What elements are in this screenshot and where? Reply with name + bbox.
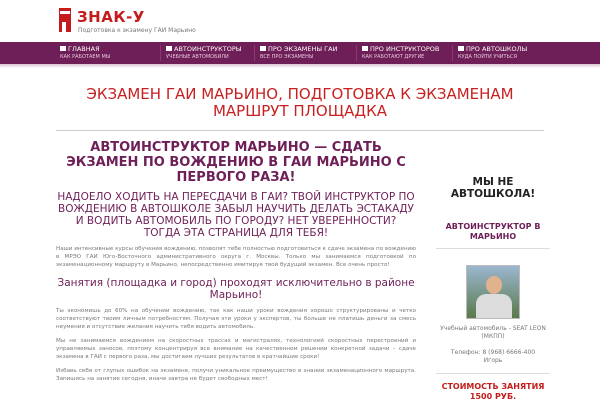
nav-item-sub: КУДА ПОЙТИ УЧИТЬСЯ: [458, 54, 517, 60]
sidebar-subheading: АВТОИНСТРУКТОР В МАРЬИНО: [445, 222, 541, 241]
main-nav: [0, 42, 600, 64]
paragraph: Наши интенсивные курсы обучения вождению, позволят тебе полностью подготовиться к сдаче экзамена по вождению в МРЭО ГАИ Юго-Восточного административного округа г. Москвы. Только мы занимаемся подготовкой по экзаменационному маршруту в Марьино, непосредственно имитируя твой будущий экзамен. Все очень просто!: [56, 246, 416, 268]
home-icon: [60, 46, 66, 51]
nav-item-label: ПРО ЭКЗАМЕНЫ ГАИ: [268, 45, 338, 53]
paragraph: Ты экономишь до 60% на обучении вождению, так как наши уроки вождения хорошо структурированы и четко соответствуют твоим личным потребностям. Получая эти уроки у экспертов, ты больше не платишь деньги за смесь неумения и отсутствие желания научить тебя водить автомобиль.: [56, 308, 416, 330]
car-icon: [166, 46, 172, 51]
car-info: Учебный автомобиль - SEAT LEON (МКПП): [440, 325, 546, 340]
paragraph: Избавь себя от глупых ошибок на экзамене, получи уникальное преимущество в знании экзаменационного маршрута. Запишись на занятие сегодня, иначе завтра не будет свободных мест!: [56, 368, 416, 382]
nav-item-schools[interactable]: [458, 45, 527, 62]
nav-item-label: ПРО ИНСТРУКТОРОВ: [370, 45, 440, 53]
nav-divider: [254, 45, 255, 61]
nav-divider: [160, 45, 161, 61]
nav-item-sub: ВСЕ ПРО ЭКЗАМЕНЫ: [260, 54, 314, 60]
nav-item-label: ГЛАВНАЯ: [68, 45, 100, 53]
section-heading: Занятия (площадка и город) проходят исключительно в районе Марьино!: [57, 277, 415, 301]
nav-shadow: [0, 64, 600, 68]
divider: [436, 373, 550, 374]
nav-item-sub: КАК РАБОТАЕМ МЫ: [60, 54, 111, 60]
sidebar: [436, 140, 550, 400]
paragraph: Мы не занимаемся вождением на скоростных трассах и магистралях, технологией скоростных перестроений и управляемых заносов, поэтому концентрируя все внимание на качественном решении конкретной задачи – сдаче экзамена в ГАИ с первого раза, мы достигаем лучших результатов в кратчайшие сроки!: [56, 338, 416, 360]
face-shape: [486, 276, 502, 294]
nav-item-exams[interactable]: [260, 45, 337, 62]
instructor-name: Игорь: [483, 357, 503, 364]
price-info: СТОИМОСТЬ ЗАНЯТИЯ 1500 РУБ.: [441, 382, 545, 400]
nav-item-sub: КАК РАБОТАЮТ ДРУГИЕ: [362, 54, 425, 60]
main-heading: АВТОИНСТРУКТОР МАРЬИНО — СДАТЬ ЭКЗАМЕН ПО ВОЖДЕНИЮ В ГАИ МАРЬИНО С ПЕРВОГО РАЗА!: [66, 140, 406, 185]
nav-item-home[interactable]: [60, 45, 110, 62]
phone-info[interactable]: Телефон: 8 (968) 6666-400: [450, 349, 536, 356]
sidebar-heading: МЫ НЕ АВТОШКОЛА!: [450, 176, 536, 200]
car-icon: [458, 46, 464, 51]
instructor-photo: [466, 265, 520, 319]
logo-title[interactable]: ЗНАК-У: [77, 8, 145, 26]
logo-subtitle: Подготовка к экзамену ГАИ Марьино: [78, 27, 196, 34]
nav-item-sub: УЧЕБНЫЕ АВТОМОБИЛИ: [166, 54, 229, 60]
hero-line: ЭКЗАМЕН ГАИ МАРЬИНО, ПОДГОТОВКА К ЭКЗАМЕНАМ: [86, 85, 514, 103]
car-icon: [362, 46, 368, 51]
hero-title: [50, 86, 550, 120]
nav-divider: [356, 45, 357, 61]
logo-icon[interactable]: [58, 8, 72, 32]
nav-item-label: ПРО АВТОШКОЛЫ: [466, 45, 528, 53]
divider: [56, 130, 544, 131]
nav-item-instructors[interactable]: [166, 45, 242, 62]
sub-heading: НАДОЕЛО ХОДИТЬ НА ПЕРЕСДАЧИ В ГАИ? ТВОЙ ИНСТРУКТОР ПО ВОЖДЕНИЮ В АВТОШКОЛЕ ЗАБЫЛ НАУЧИТЬ ДЕЛАТЬ ЭСТАКАДУ И ВОДИТЬ АВТОМОБИЛЬ ПО ГОРОДУ? НЕТ УВЕРЕННОСТИ? ТОГДА ЭТА СТРАНИЦА ДЛЯ ТЕБЯ!: [57, 191, 415, 239]
hero-line: МАРШРУТ ПЛОЩАДКА: [212, 102, 388, 120]
shirt-shape: [476, 294, 512, 319]
divider: [436, 248, 550, 249]
nav-divider: [452, 45, 453, 61]
car-icon: [260, 46, 266, 51]
header: [0, 0, 600, 40]
nav-item-label: АВТОИНСТРУКТОРЫ: [174, 45, 242, 53]
main-content: [56, 140, 416, 383]
nav-item-about-instructors[interactable]: [362, 45, 439, 62]
